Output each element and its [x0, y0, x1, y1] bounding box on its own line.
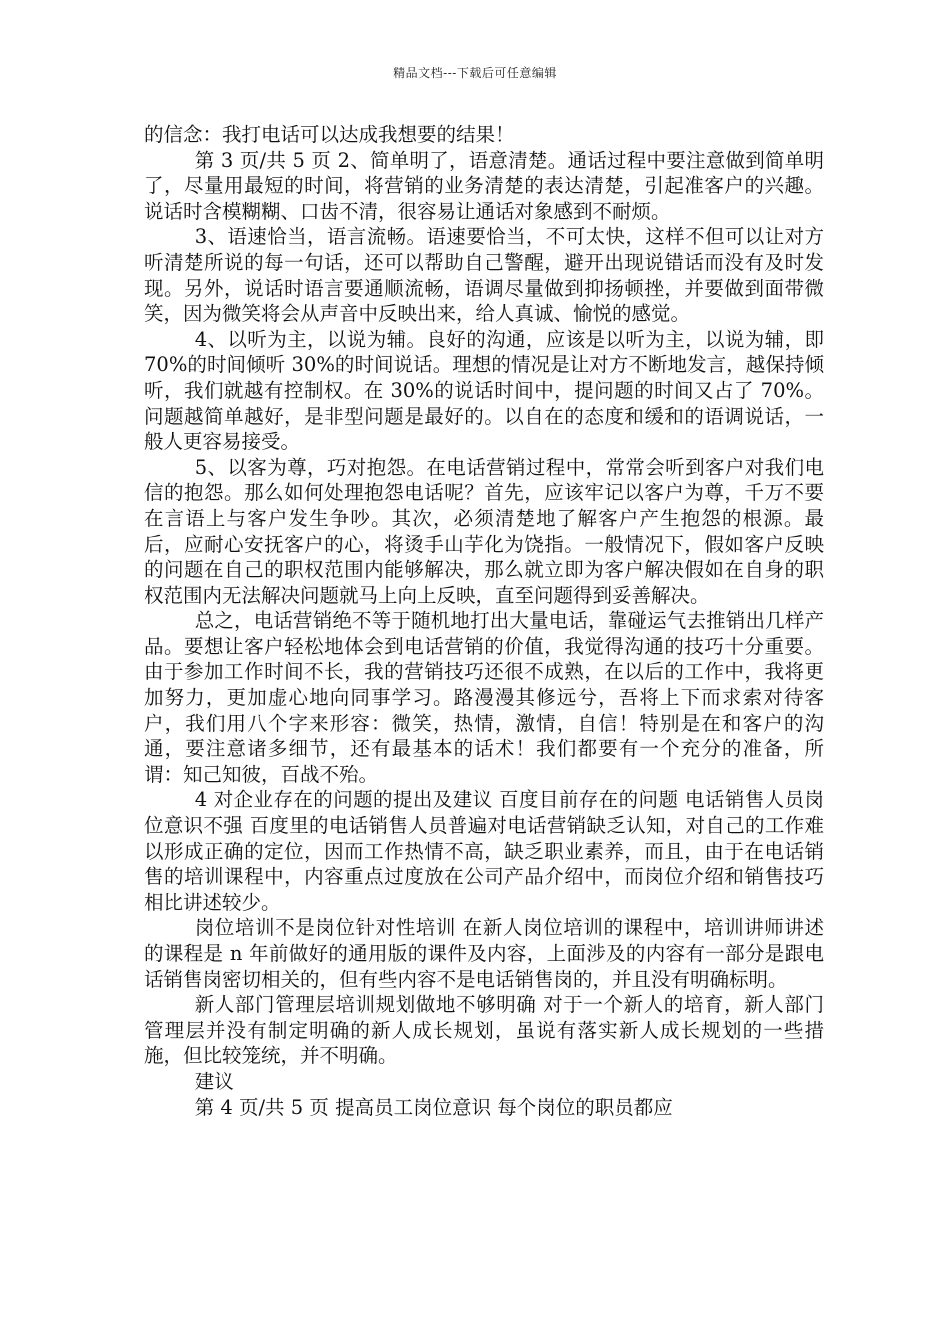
page-header: 精品文档---下载后可任意编辑: [393, 66, 557, 80]
paragraph-training: 岗位培训不是岗位针对性培训 在新人岗位培训的课程中，培训讲师讲述的课程是 n 年前做好的通用版的课件及内容，上面涉及的内容有一部分是跟电话销售岗密切相关的，但有些内容不是电话销售岗的，并且没有明确标明。: [144, 916, 824, 991]
document-body: [144, 122, 824, 1120]
paragraph-speech-rate: 3、语速恰当，语言流畅。语速要恰当，不可太快，这样不但可以让对方听清楚所说的每一句话，还可以帮助自己警醒，避开出现说错话而没有及时发现。另外，说话时语言要通顺流畅，语调尽量做到抑扬顿挫，并要做到面带微笑，因为微笑将会从声音中反映出来，给人真诚、愉悦的感觉。: [144, 225, 824, 326]
paragraph-problems: 4 对企业存在的问题的提出及建议 百度目前存在的问题 电话销售人员岗位意识不强 百度里的电话销售人员普遍对电话营销缺乏认知，对自己的工作难以形成正确的定位，因而工作热情不高，缺乏职业素养，而且，由于在电话销售的培训课程中，内容重点过度放在公司产品介绍中，而岗位介绍和销售技巧相比讲述较少。: [144, 788, 824, 914]
paragraph-listening: 4、以听为主，以说为辅。良好的沟通，应该是以听为主，以说为辅，即 70%的时间倾听 30%的时间说话。理想的情况是让对方不断地发言，越保持倾听，我们就越有控制权。在 30%的说话时间中，提问题的时间又占了 70%。问题越简单越好，是非型问题是最好的。以自在的态度和缓和的语调说话，一般人更容易接受。: [144, 327, 824, 454]
paragraph-belief: 的信念：我打电话可以达成我想要的结果！: [144, 123, 515, 146]
paragraph-complaints: 5、以客为尊，巧对抱怨。在电话营销过程中，常常会听到客户对我们电信的抱怨。那么如何处理抱怨电话呢？首先，应该牢记以客户为尊，千万不要在言语上与客户发生争吵。其次，必须清楚地了解客户产生抱怨的根源。最后，应耐心安抚客户的心，将烫手山芋化为饶指。一般情况下，假如客户反映的问题在自己的职权范围内能够解决，那么就立即为客户解决假如在自身的职权范围内无法解决问题就马上向上反映，直至问题得到妥善解决。: [144, 455, 824, 607]
paragraph-summary: 总之，电话营销绝不等于随机地打出大量电话，靠碰运气去推销出几样产品。要想让客户轻松地体会到电话营销的价值，我觉得沟通的技巧十分重要。由于参加工作时间不长，我的营销技巧还很不成熟，在以后的工作中，我将更加努力，更加虚心地向同事学习。路漫漫其修远兮，吾将上下而求索对待客户，我们用八个字来形容：微笑，热情，激情，自信！特别是在和客户的沟通，要注意诸多细节，还有最基本的话术！我们都要有一个充分的准备，所谓：知己知彼，百战不殆。: [144, 609, 824, 786]
paragraph-concise: 第 3 页/共 5 页 2、简单明了，语意清楚。通话过程中要注意做到简单明了，尽量用最短的时间，将营销的业务清楚的表达清楚，引起准客户的兴趣。说话时含模糊糊、口齿不清，很容易让通话对象感到不耐烦。: [144, 148, 824, 223]
paragraph-planning: 新人部门管理层培训规划做地不够明确 对于一个新人的培育，新人部门管理层并没有制定明确的新人成长规划，虽说有落实新人成长规划的一些措施，但比较笼统，并不明确。: [144, 993, 824, 1068]
paragraph-improve-awareness: 第 4 页/共 5 页 提高员工岗位意识 每个岗位的职员都应: [194, 1095, 673, 1119]
section-heading-suggestions: 建议: [194, 1069, 234, 1093]
